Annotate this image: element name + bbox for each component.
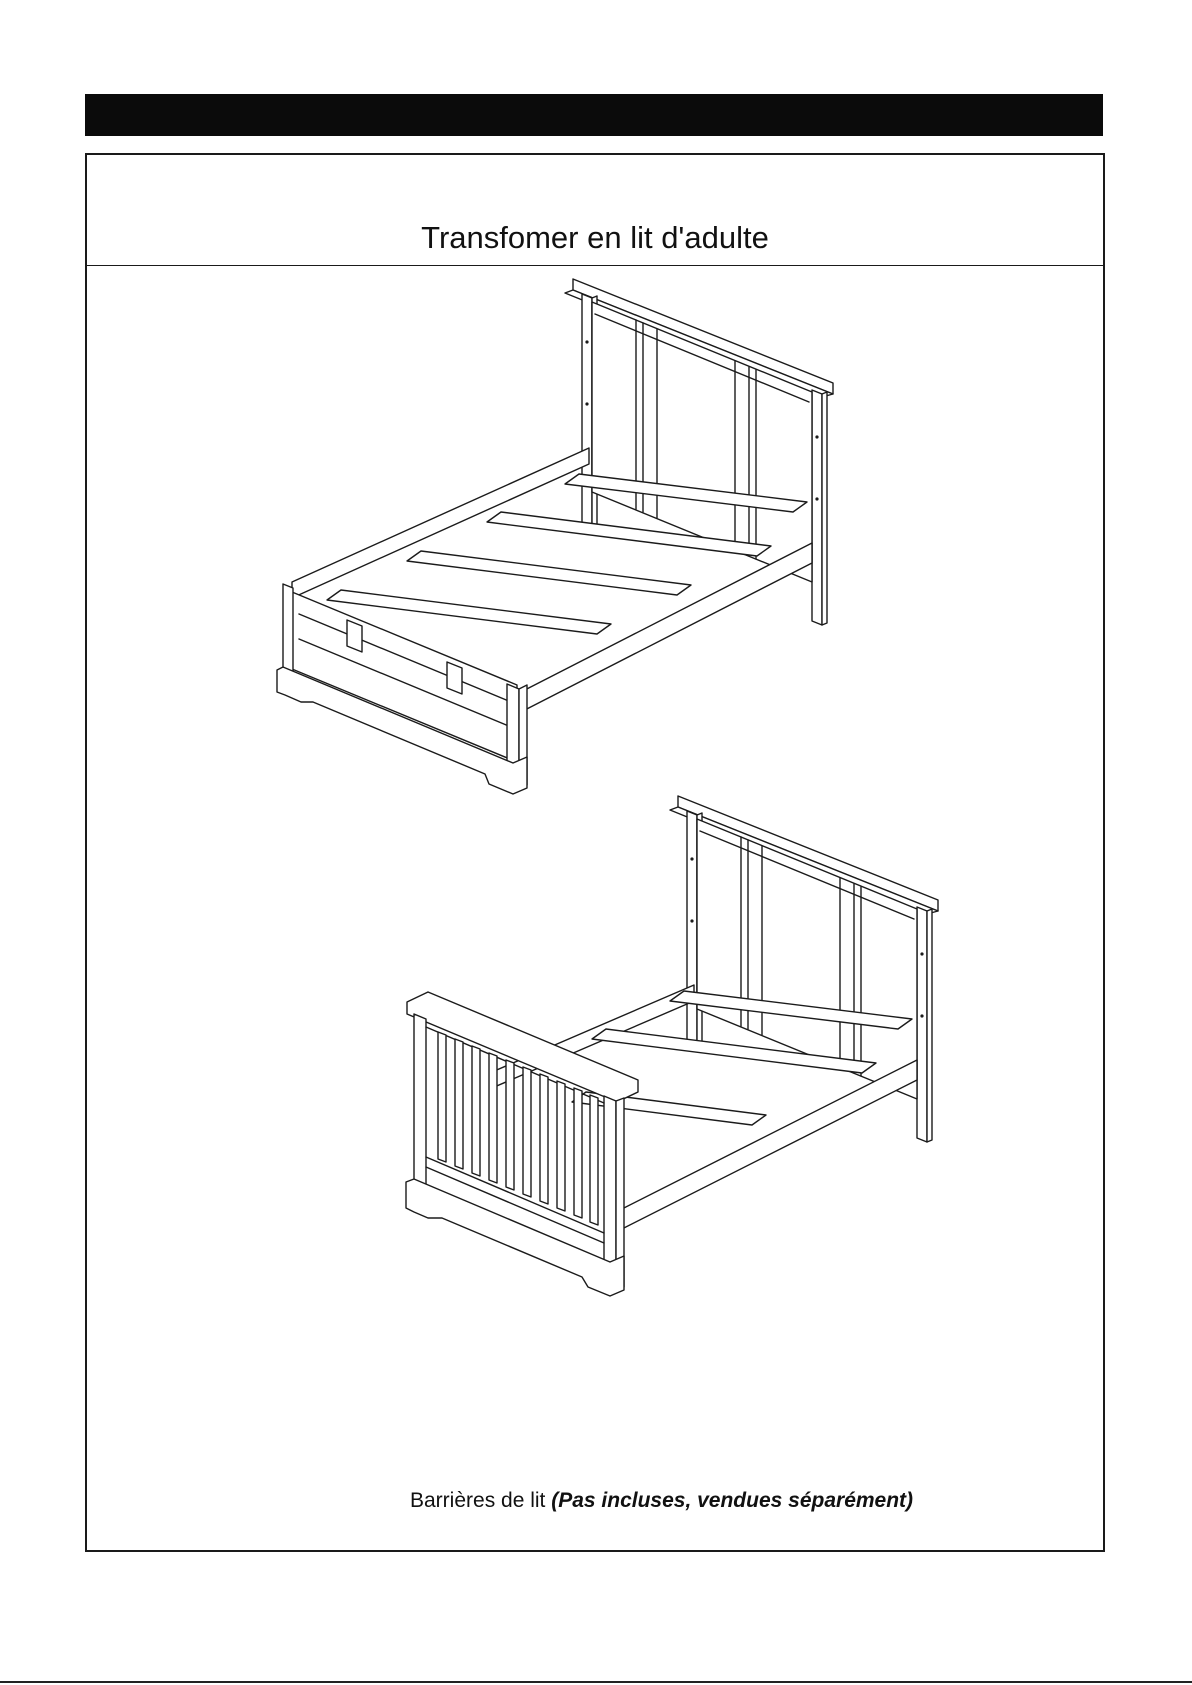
caption-emphasis-text: (Pas incluses, vendues séparément) — [551, 1489, 914, 1512]
header-bar — [85, 94, 1103, 136]
slat — [572, 1092, 766, 1125]
instruction-panel — [85, 153, 1105, 1552]
bed-illustrations — [87, 267, 1103, 1482]
footboard-post-left — [414, 1014, 426, 1192]
caption-plain-text: Barrières de lit — [410, 1489, 552, 1512]
headboard-post-left — [687, 811, 697, 1045]
title-row — [87, 155, 1103, 266]
side-rail-right — [612, 1060, 917, 1234]
bed-rails-caption — [410, 1489, 913, 1513]
slat — [407, 551, 691, 595]
headboard-post-right — [812, 390, 822, 625]
bed-with-rails-illustration — [406, 796, 938, 1296]
headboard-post-right — [917, 907, 927, 1142]
headboard-post-left — [582, 294, 592, 528]
page-title: Transfomer en lit d'adulte — [421, 220, 769, 255]
page-bottom-rule — [0, 1681, 1192, 1683]
bed-full-size-illustration — [277, 279, 833, 794]
